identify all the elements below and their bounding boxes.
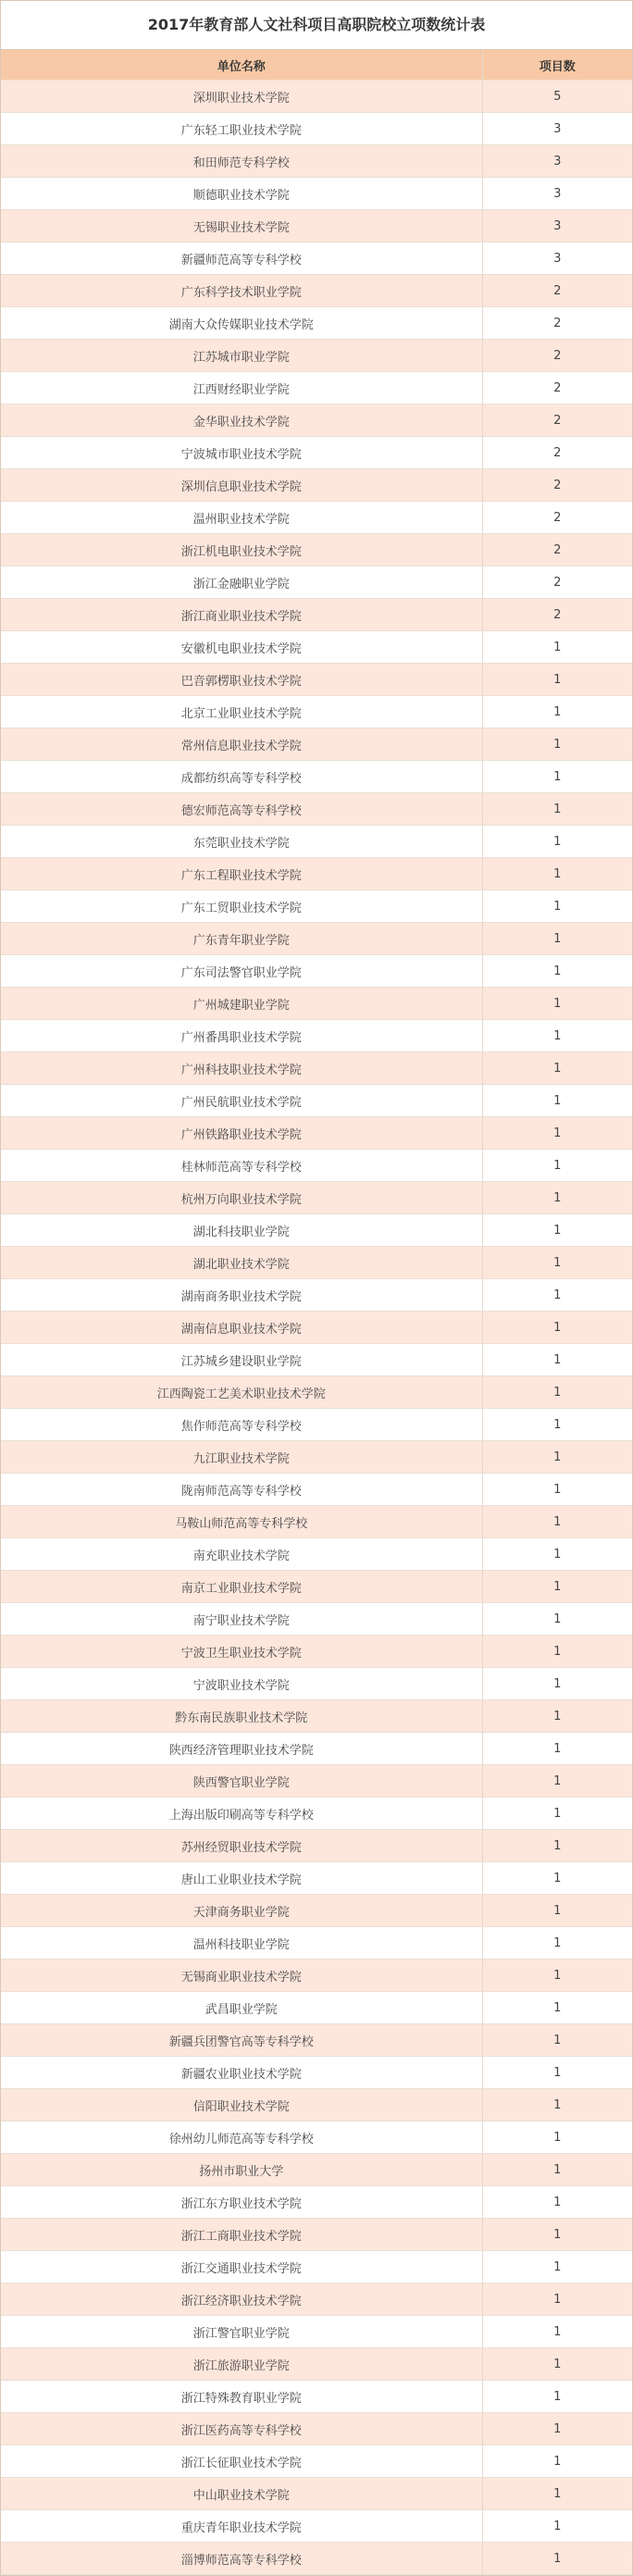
- unit-name-cell: 武昌职业学院: [1, 1992, 482, 2024]
- table-row: [1, 2284, 632, 2316]
- table-row: [1, 2154, 632, 2186]
- project-count-cell: 1: [482, 631, 632, 664]
- table-row: [1, 1862, 632, 1895]
- table-row: [1, 502, 632, 534]
- table-row: [1, 404, 632, 437]
- unit-name-cell: 温州职业技术学院: [1, 502, 482, 534]
- unit-name-cell: 浙江特殊教育职业学院: [1, 2381, 482, 2413]
- project-count-cell: 1: [482, 826, 632, 858]
- unit-name-cell: 广州民航职业技术学院: [1, 1085, 482, 1117]
- project-count-cell: 1: [482, 2478, 632, 2510]
- project-count-cell: 1: [482, 1279, 632, 1312]
- project-count-cell: 3: [482, 210, 632, 243]
- table-row: [1, 1927, 632, 1960]
- project-count-cell: 1: [482, 890, 632, 923]
- unit-name-cell: 唐山工业职业技术学院: [1, 1862, 482, 1895]
- table-row: [1, 1441, 632, 1474]
- table-row: [1, 1182, 632, 1214]
- table-row: [1, 437, 632, 469]
- unit-name-cell: 陇南师范高等专科学校: [1, 1474, 482, 1506]
- table-row: [1, 243, 632, 275]
- unit-name-cell: 北京工业职业技术学院: [1, 696, 482, 728]
- project-count-cell: 1: [482, 1960, 632, 1992]
- unit-name-cell: 湖北职业技术学院: [1, 1247, 482, 1279]
- project-count-cell: 1: [482, 988, 632, 1020]
- project-count-cell: 1: [482, 858, 632, 890]
- table-row: [1, 1960, 632, 1992]
- unit-name-cell: 浙江机电职业技术学院: [1, 534, 482, 566]
- project-count-cell: 1: [482, 955, 632, 988]
- table-row: [1, 340, 632, 372]
- table-row: [1, 1636, 632, 1668]
- table-row: [1, 1409, 632, 1441]
- project-count-cell: 1: [482, 1441, 632, 1474]
- table-row: [1, 988, 632, 1020]
- table-row: [1, 599, 632, 631]
- table-row: [1, 2381, 632, 2413]
- project-count-cell: 1: [482, 1700, 632, 1733]
- project-count-cell: 1: [482, 2413, 632, 2445]
- unit-name-cell: 巴音郭楞职业技术学院: [1, 664, 482, 696]
- project-count-cell: 2: [482, 275, 632, 307]
- project-count-cell: 1: [482, 1895, 632, 1927]
- project-count-cell: 2: [482, 469, 632, 502]
- project-count-cell: 2: [482, 534, 632, 566]
- table-row: [1, 1830, 632, 1862]
- table-row: [1, 2413, 632, 2445]
- table-title: 2017年教育部人文社科项目高职院校立项数统计表: [1, 1, 632, 50]
- unit-name-cell: 马鞍山师范高等专科学校: [1, 1506, 482, 1538]
- unit-name-cell: 浙江经济职业技术学院: [1, 2284, 482, 2316]
- unit-name-cell: 金华职业技术学院: [1, 404, 482, 437]
- unit-name-cell: 湖北科技职业学院: [1, 1214, 482, 1247]
- unit-name-cell: 宁波城市职业技术学院: [1, 437, 482, 469]
- project-count-cell: 1: [482, 2284, 632, 2316]
- table-row: [1, 1700, 632, 1733]
- unit-name-cell: 深圳信息职业技术学院: [1, 469, 482, 502]
- table-row: [1, 955, 632, 988]
- table-row: [1, 793, 632, 826]
- unit-name-cell: 浙江金融职业学院: [1, 566, 482, 599]
- unit-name-cell: 桂林师范高等专科学校: [1, 1150, 482, 1182]
- table-row: [1, 1798, 632, 1830]
- project-count-cell: 1: [482, 1085, 632, 1117]
- project-count-cell: 1: [482, 1020, 632, 1052]
- table-row: [1, 566, 632, 599]
- table-row: [1, 1020, 632, 1052]
- unit-name-cell: 广东轻工职业技术学院: [1, 113, 482, 145]
- project-count-cell: 1: [482, 1474, 632, 1506]
- project-count-cell: 1: [482, 1214, 632, 1247]
- project-count-cell: 1: [482, 1312, 632, 1344]
- project-count-cell: 3: [482, 243, 632, 275]
- project-count-cell: 2: [482, 372, 632, 404]
- unit-name-cell: 新疆兵团警官高等专科学校: [1, 2024, 482, 2057]
- table-row: [1, 1279, 632, 1312]
- table-row: [1, 372, 632, 404]
- table-row: [1, 696, 632, 728]
- stats-table: [1, 50, 632, 2575]
- unit-name-cell: 广东司法警官职业学院: [1, 955, 482, 988]
- table-row: [1, 275, 632, 307]
- project-count-cell: 1: [482, 664, 632, 696]
- header-unit-name: 单位名称: [1, 50, 482, 81]
- project-count-cell: 2: [482, 599, 632, 631]
- table-row: [1, 534, 632, 566]
- project-count-cell: 3: [482, 145, 632, 178]
- unit-name-cell: 广东工贸职业技术学院: [1, 890, 482, 923]
- unit-name-cell: 江苏城市职业学院: [1, 340, 482, 372]
- table-row: [1, 1117, 632, 1150]
- unit-name-cell: 广州番禺职业技术学院: [1, 1020, 482, 1052]
- unit-name-cell: 重庆青年职业技术学院: [1, 2510, 482, 2543]
- unit-name-cell: 宁波职业技术学院: [1, 1668, 482, 1700]
- table-row: [1, 2219, 632, 2251]
- project-count-cell: 2: [482, 307, 632, 340]
- project-count-cell: 1: [482, 1182, 632, 1214]
- unit-name-cell: 无锡职业技术学院: [1, 210, 482, 243]
- unit-name-cell: 宁波卫生职业技术学院: [1, 1636, 482, 1668]
- project-count-cell: 1: [482, 1830, 632, 1862]
- table-row: [1, 469, 632, 502]
- unit-name-cell: 广州科技职业技术学院: [1, 1052, 482, 1085]
- project-count-cell: 1: [482, 1603, 632, 1636]
- table-row: [1, 1992, 632, 2024]
- unit-name-cell: 和田师范专科学校: [1, 145, 482, 178]
- unit-name-cell: 信阳职业技术学院: [1, 2089, 482, 2122]
- table-row: [1, 113, 632, 145]
- unit-name-cell: 江苏城乡建设职业学院: [1, 1344, 482, 1376]
- project-count-cell: 1: [482, 1927, 632, 1960]
- table-row: [1, 1150, 632, 1182]
- project-count-cell: 1: [482, 2122, 632, 2154]
- table-row: [1, 890, 632, 923]
- project-count-cell: 1: [482, 1668, 632, 1700]
- table-row: [1, 1344, 632, 1376]
- header-project-count: 项目数: [482, 50, 632, 81]
- project-count-cell: 1: [482, 1150, 632, 1182]
- project-count-cell: 1: [482, 1571, 632, 1603]
- table-row: [1, 858, 632, 890]
- table-row: [1, 178, 632, 210]
- unit-name-cell: 陕西警官职业学院: [1, 1765, 482, 1798]
- table-row: [1, 1895, 632, 1927]
- table-row: [1, 2445, 632, 2478]
- table-row: [1, 923, 632, 955]
- unit-name-cell: 陕西经济管理职业技术学院: [1, 1733, 482, 1765]
- table-row: [1, 2089, 632, 2122]
- project-count-cell: 1: [482, 1765, 632, 1798]
- table-row: [1, 81, 632, 113]
- project-count-cell: 2: [482, 437, 632, 469]
- unit-name-cell: 广州铁路职业技术学院: [1, 1117, 482, 1150]
- unit-name-cell: 德宏师范高等专科学校: [1, 793, 482, 826]
- table-row: [1, 1571, 632, 1603]
- project-count-cell: 1: [482, 728, 632, 761]
- project-count-cell: 1: [482, 2543, 632, 2575]
- table-row: [1, 1247, 632, 1279]
- unit-name-cell: 浙江东方职业技术学院: [1, 2186, 482, 2219]
- table-row: [1, 2057, 632, 2089]
- unit-name-cell: 无锡商业职业技术学院: [1, 1960, 482, 1992]
- unit-name-cell: 新疆农业职业技术学院: [1, 2057, 482, 2089]
- project-count-cell: 1: [482, 2186, 632, 2219]
- project-count-cell: 1: [482, 1117, 632, 1150]
- project-count-cell: 1: [482, 1798, 632, 1830]
- table-row: [1, 1668, 632, 1700]
- table-row: [1, 1214, 632, 1247]
- unit-name-cell: 浙江警官职业学院: [1, 2316, 482, 2348]
- unit-name-cell: 深圳职业技术学院: [1, 81, 482, 113]
- project-count-cell: 1: [482, 1733, 632, 1765]
- unit-name-cell: 江西财经职业学院: [1, 372, 482, 404]
- project-count-cell: 2: [482, 340, 632, 372]
- unit-name-cell: 南充职业技术学院: [1, 1538, 482, 1571]
- unit-name-cell: 湖南商务职业技术学院: [1, 1279, 482, 1312]
- unit-name-cell: 浙江工商职业技术学院: [1, 2219, 482, 2251]
- project-count-cell: 1: [482, 1538, 632, 1571]
- unit-name-cell: 广东青年职业学院: [1, 923, 482, 955]
- unit-name-cell: 江西陶瓷工艺美术职业技术学院: [1, 1376, 482, 1409]
- project-count-cell: 3: [482, 178, 632, 210]
- unit-name-cell: 焦作师范高等专科学校: [1, 1409, 482, 1441]
- unit-name-cell: 浙江医药高等专科学校: [1, 2413, 482, 2445]
- unit-name-cell: 杭州万向职业技术学院: [1, 1182, 482, 1214]
- unit-name-cell: 湖南信息职业技术学院: [1, 1312, 482, 1344]
- unit-name-cell: 苏州经贸职业技术学院: [1, 1830, 482, 1862]
- table-row: [1, 728, 632, 761]
- table-row: [1, 1603, 632, 1636]
- table-row: [1, 2543, 632, 2575]
- table-row: [1, 307, 632, 340]
- project-count-cell: 2: [482, 566, 632, 599]
- project-count-cell: 1: [482, 1862, 632, 1895]
- table-row: [1, 210, 632, 243]
- table-row: [1, 1733, 632, 1765]
- unit-name-cell: 湖南大众传媒职业技术学院: [1, 307, 482, 340]
- unit-name-cell: 东莞职业技术学院: [1, 826, 482, 858]
- table-row: [1, 1506, 632, 1538]
- project-count-cell: 1: [482, 2510, 632, 2543]
- project-count-cell: 1: [482, 2348, 632, 2381]
- project-count-cell: 1: [482, 1052, 632, 1085]
- project-count-cell: 1: [482, 2445, 632, 2478]
- project-count-cell: 1: [482, 1376, 632, 1409]
- project-count-cell: 1: [482, 2089, 632, 2122]
- project-count-cell: 1: [482, 1992, 632, 2024]
- unit-name-cell: 淄博师范高等专科学校: [1, 2543, 482, 2575]
- unit-name-cell: 浙江长征职业技术学院: [1, 2445, 482, 2478]
- project-count-cell: 1: [482, 696, 632, 728]
- project-count-cell: 1: [482, 1409, 632, 1441]
- table-row: [1, 1052, 632, 1085]
- table-row: [1, 2251, 632, 2284]
- table-row: [1, 761, 632, 793]
- table-row: [1, 826, 632, 858]
- unit-name-cell: 九江职业技术学院: [1, 1441, 482, 1474]
- project-count-cell: 1: [482, 2251, 632, 2284]
- table-row: [1, 1474, 632, 1506]
- unit-name-cell: 安徽机电职业技术学院: [1, 631, 482, 664]
- unit-name-cell: 上海出版印刷高等专科学校: [1, 1798, 482, 1830]
- project-count-cell: 1: [482, 793, 632, 826]
- unit-name-cell: 广东科学技术职业学院: [1, 275, 482, 307]
- header-row: [1, 50, 632, 81]
- project-count-cell: 5: [482, 81, 632, 113]
- unit-name-cell: 黔东南民族职业技术学院: [1, 1700, 482, 1733]
- unit-name-cell: 新疆师范高等专科学校: [1, 243, 482, 275]
- table-row: [1, 1085, 632, 1117]
- unit-name-cell: 浙江交通职业技术学院: [1, 2251, 482, 2284]
- table-row: [1, 1765, 632, 1798]
- unit-name-cell: 广东工程职业技术学院: [1, 858, 482, 890]
- project-count-cell: 1: [482, 1506, 632, 1538]
- table-row: [1, 2478, 632, 2510]
- project-count-cell: 1: [482, 2024, 632, 2057]
- table-row: [1, 1312, 632, 1344]
- table-row: [1, 2348, 632, 2381]
- unit-name-cell: 浙江商业职业技术学院: [1, 599, 482, 631]
- unit-name-cell: 常州信息职业技术学院: [1, 728, 482, 761]
- project-count-cell: 1: [482, 923, 632, 955]
- unit-name-cell: 温州科技职业学院: [1, 1927, 482, 1960]
- table-row: [1, 631, 632, 664]
- table-row: [1, 1376, 632, 1409]
- project-count-cell: 2: [482, 404, 632, 437]
- table-row: [1, 1538, 632, 1571]
- project-count-cell: 1: [482, 1636, 632, 1668]
- table-body: [1, 81, 632, 2575]
- unit-name-cell: 南宁职业技术学院: [1, 1603, 482, 1636]
- project-count-cell: 1: [482, 2057, 632, 2089]
- unit-name-cell: 南京工业职业技术学院: [1, 1571, 482, 1603]
- unit-name-cell: 浙江旅游职业学院: [1, 2348, 482, 2381]
- project-count-cell: 1: [482, 761, 632, 793]
- unit-name-cell: 广州城建职业学院: [1, 988, 482, 1020]
- table-row: [1, 2024, 632, 2057]
- project-count-cell: 1: [482, 2381, 632, 2413]
- project-count-cell: 1: [482, 2316, 632, 2348]
- unit-name-cell: 成都纺织高等专科学校: [1, 761, 482, 793]
- project-count-cell: 3: [482, 113, 632, 145]
- table-row: [1, 145, 632, 178]
- project-count-cell: 1: [482, 2219, 632, 2251]
- unit-name-cell: 中山职业技术学院: [1, 2478, 482, 2510]
- project-count-cell: 2: [482, 502, 632, 534]
- table-row: [1, 2510, 632, 2543]
- table-row: [1, 2316, 632, 2348]
- unit-name-cell: 顺德职业技术学院: [1, 178, 482, 210]
- unit-name-cell: 徐州幼儿师范高等专科学校: [1, 2122, 482, 2154]
- table-row: [1, 664, 632, 696]
- table-row: [1, 2122, 632, 2154]
- table-row: [1, 2186, 632, 2219]
- project-count-cell: 1: [482, 2154, 632, 2186]
- unit-name-cell: 扬州市职业大学: [1, 2154, 482, 2186]
- unit-name-cell: 天津商务职业学院: [1, 1895, 482, 1927]
- project-count-cell: 1: [482, 1344, 632, 1376]
- project-count-cell: 1: [482, 1247, 632, 1279]
